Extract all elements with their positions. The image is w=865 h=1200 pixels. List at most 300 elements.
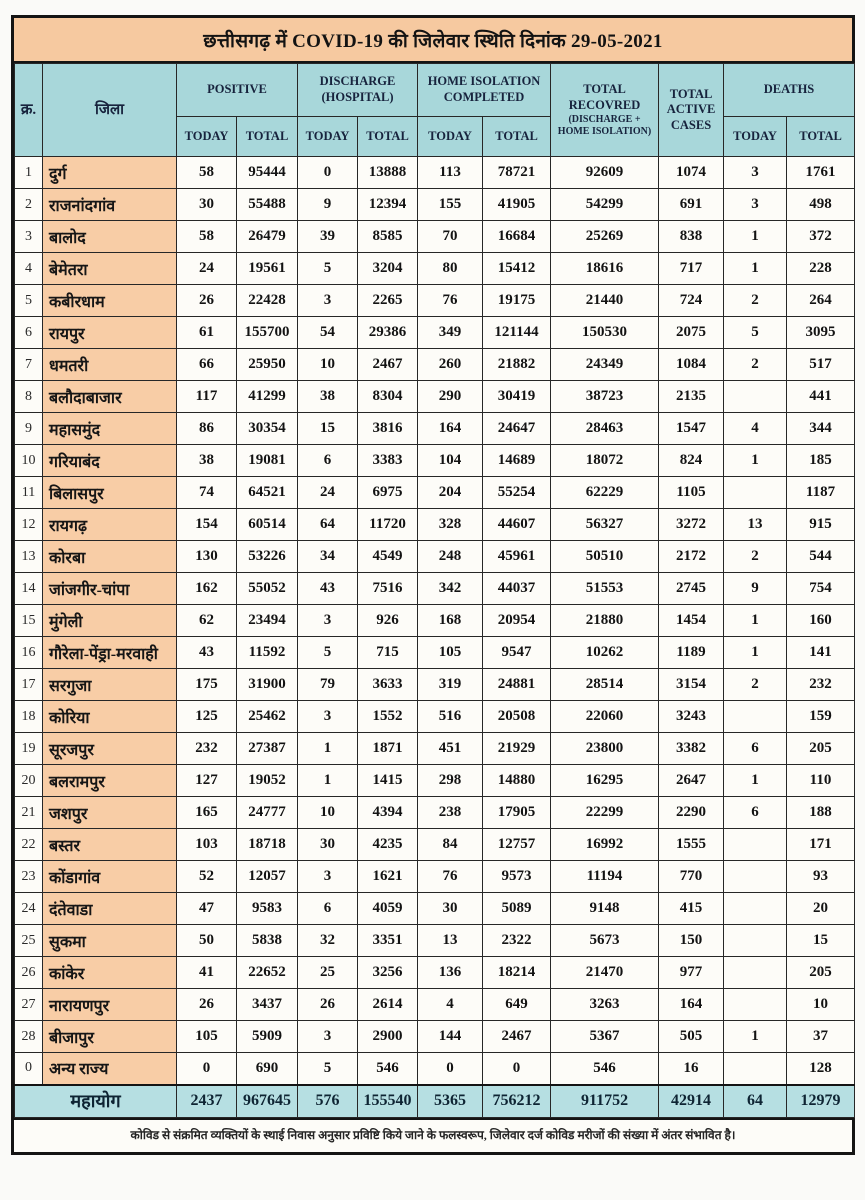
value-cell: 14880 <box>483 765 551 797</box>
value-cell <box>724 925 787 957</box>
value-cell: 16 <box>659 1053 724 1085</box>
district-cell: बस्तर <box>43 829 177 861</box>
value-cell: 6 <box>298 445 358 477</box>
value-cell: 5909 <box>237 1021 298 1053</box>
value-cell: 9 <box>724 573 787 605</box>
district-cell: बालोद <box>43 221 177 253</box>
value-cell: 10 <box>787 989 855 1021</box>
value-cell: 9583 <box>237 893 298 925</box>
value-cell: 160 <box>787 605 855 637</box>
value-cell: 23494 <box>237 605 298 637</box>
value-cell: 38 <box>298 381 358 413</box>
table-row <box>15 669 855 701</box>
total-row-label: महायोग <box>15 1085 177 1118</box>
value-cell: 60514 <box>237 509 298 541</box>
table-row <box>15 157 855 189</box>
col-header-positive: POSITIVE <box>177 64 298 117</box>
value-cell: 62 <box>177 605 237 637</box>
value-cell: 55052 <box>237 573 298 605</box>
value-cell: 9573 <box>483 861 551 893</box>
value-cell: 24777 <box>237 797 298 829</box>
value-cell: 1 <box>724 637 787 669</box>
value-cell: 18072 <box>551 445 659 477</box>
value-cell: 3256 <box>358 957 418 989</box>
value-cell: 162 <box>177 573 237 605</box>
value-cell: 12057 <box>237 861 298 893</box>
value-cell: 130 <box>177 541 237 573</box>
value-cell: 159 <box>787 701 855 733</box>
value-cell: 2 <box>724 541 787 573</box>
value-cell: 4549 <box>358 541 418 573</box>
value-cell: 32 <box>298 925 358 957</box>
total-value-cell: 5365 <box>418 1085 483 1118</box>
value-cell: 1621 <box>358 861 418 893</box>
col-subheader-discharge-total: TOTAL <box>358 117 418 157</box>
value-cell: 76 <box>418 861 483 893</box>
value-cell: 104 <box>418 445 483 477</box>
col-subheader-discharge-today: TODAY <box>298 117 358 157</box>
value-cell: 92609 <box>551 157 659 189</box>
value-cell: 3154 <box>659 669 724 701</box>
value-cell: 26479 <box>237 221 298 253</box>
total-value-cell: 155540 <box>358 1085 418 1118</box>
value-cell: 43 <box>298 573 358 605</box>
serial-cell: 25 <box>15 925 43 957</box>
value-cell: 30354 <box>237 413 298 445</box>
district-cell: राजनांदगांव <box>43 189 177 221</box>
value-cell: 1 <box>724 253 787 285</box>
value-cell: 1547 <box>659 413 724 445</box>
value-cell: 20954 <box>483 605 551 637</box>
value-cell: 1871 <box>358 733 418 765</box>
value-cell: 260 <box>418 349 483 381</box>
value-cell: 20 <box>787 893 855 925</box>
value-cell: 451 <box>418 733 483 765</box>
table-row <box>15 637 855 669</box>
value-cell: 30 <box>418 893 483 925</box>
value-cell: 6975 <box>358 477 418 509</box>
value-cell: 9547 <box>483 637 551 669</box>
value-cell: 248 <box>418 541 483 573</box>
value-cell: 4059 <box>358 893 418 925</box>
serial-cell: 16 <box>15 637 43 669</box>
value-cell: 1 <box>724 765 787 797</box>
value-cell: 127 <box>177 765 237 797</box>
value-cell: 11592 <box>237 637 298 669</box>
serial-cell: 23 <box>15 861 43 893</box>
serial-cell: 18 <box>15 701 43 733</box>
value-cell: 24881 <box>483 669 551 701</box>
value-cell: 21440 <box>551 285 659 317</box>
value-cell: 649 <box>483 989 551 1021</box>
value-cell: 3 <box>298 285 358 317</box>
value-cell: 58 <box>177 157 237 189</box>
value-cell: 76 <box>418 285 483 317</box>
value-cell: 26 <box>177 285 237 317</box>
serial-cell: 17 <box>15 669 43 701</box>
value-cell: 62229 <box>551 477 659 509</box>
value-cell: 105 <box>177 1021 237 1053</box>
value-cell: 5367 <box>551 1021 659 1053</box>
value-cell: 5838 <box>237 925 298 957</box>
value-cell: 1 <box>298 733 358 765</box>
value-cell: 342 <box>418 573 483 605</box>
serial-cell: 15 <box>15 605 43 637</box>
value-cell: 79 <box>298 669 358 701</box>
col-header-total-recovered <box>551 64 659 157</box>
value-cell: 8585 <box>358 221 418 253</box>
serial-cell: 24 <box>15 893 43 925</box>
value-cell: 10 <box>298 349 358 381</box>
value-cell: 5 <box>724 317 787 349</box>
table-row <box>15 733 855 765</box>
value-cell <box>724 1053 787 1085</box>
serial-cell: 10 <box>15 445 43 477</box>
value-cell: 2467 <box>358 349 418 381</box>
district-cell: सूरजपुर <box>43 733 177 765</box>
table-row <box>15 477 855 509</box>
value-cell: 3437 <box>237 989 298 1021</box>
value-cell: 30 <box>177 189 237 221</box>
serial-cell: 22 <box>15 829 43 861</box>
district-cell: सरगुजा <box>43 669 177 701</box>
total-value-cell: 12979 <box>787 1085 855 1118</box>
table-row <box>15 253 855 285</box>
value-cell: 0 <box>177 1053 237 1085</box>
value-cell: 2467 <box>483 1021 551 1053</box>
table-row <box>15 829 855 861</box>
covid-district-table <box>14 63 855 1118</box>
value-cell: 0 <box>483 1053 551 1085</box>
value-cell: 20508 <box>483 701 551 733</box>
serial-cell: 5 <box>15 285 43 317</box>
total-value-cell: 576 <box>298 1085 358 1118</box>
district-cell: रायपुर <box>43 317 177 349</box>
value-cell: 23800 <box>551 733 659 765</box>
value-cell: 546 <box>551 1053 659 1085</box>
value-cell: 70 <box>418 221 483 253</box>
value-cell: 44607 <box>483 509 551 541</box>
value-cell: 47 <box>177 893 237 925</box>
col-header-district: जिला <box>43 64 177 157</box>
value-cell: 24 <box>298 477 358 509</box>
value-cell: 13 <box>418 925 483 957</box>
value-cell: 45961 <box>483 541 551 573</box>
district-cell: महासमुंद <box>43 413 177 445</box>
value-cell: 228 <box>787 253 855 285</box>
value-cell: 1105 <box>659 477 724 509</box>
value-cell: 18616 <box>551 253 659 285</box>
value-cell: 12394 <box>358 189 418 221</box>
col-subheader-deaths-today: TODAY <box>724 117 787 157</box>
value-cell: 3382 <box>659 733 724 765</box>
value-cell <box>724 861 787 893</box>
value-cell: 2 <box>724 349 787 381</box>
value-cell: 205 <box>787 733 855 765</box>
value-cell: 232 <box>177 733 237 765</box>
value-cell: 84 <box>418 829 483 861</box>
value-cell: 117 <box>177 381 237 413</box>
value-cell: 3 <box>724 157 787 189</box>
district-cell: नारायणपुर <box>43 989 177 1021</box>
col-header-deaths: DEATHS <box>724 64 855 117</box>
value-cell: 30419 <box>483 381 551 413</box>
col-subheader-home-total: TOTAL <box>483 117 551 157</box>
district-cell: जशपुर <box>43 797 177 829</box>
value-cell: 51553 <box>551 573 659 605</box>
total-value-cell: 967645 <box>237 1085 298 1118</box>
value-cell: 1415 <box>358 765 418 797</box>
value-cell: 22428 <box>237 285 298 317</box>
value-cell: 691 <box>659 189 724 221</box>
serial-cell: 19 <box>15 733 43 765</box>
value-cell: 50510 <box>551 541 659 573</box>
value-cell: 38 <box>177 445 237 477</box>
value-cell: 64521 <box>237 477 298 509</box>
total-row <box>15 1085 855 1118</box>
table-row <box>15 957 855 989</box>
total-value-cell: 2437 <box>177 1085 237 1118</box>
serial-cell: 21 <box>15 797 43 829</box>
footer-note: कोविड से संक्रमित व्यक्तियों के स्थाई निवास अनुसार प्रविष्टि किये जाने के फलस्वरूप, जिलेवार दर्ज कोविड मरीजों की संख्या में अंतर संभावित है। <box>14 1118 852 1152</box>
district-cell: गरियाबंद <box>43 445 177 477</box>
value-cell: 175 <box>177 669 237 701</box>
value-cell: 6 <box>298 893 358 925</box>
value-cell: 16992 <box>551 829 659 861</box>
district-cell: कबीरधाम <box>43 285 177 317</box>
value-cell: 3 <box>298 701 358 733</box>
value-cell: 926 <box>358 605 418 637</box>
value-cell: 185 <box>787 445 855 477</box>
value-cell: 1 <box>724 221 787 253</box>
value-cell: 754 <box>787 573 855 605</box>
value-cell: 4 <box>418 989 483 1021</box>
value-cell: 31900 <box>237 669 298 701</box>
value-cell: 2 <box>724 669 787 701</box>
serial-cell: 27 <box>15 989 43 1021</box>
table-row <box>15 221 855 253</box>
value-cell <box>724 893 787 925</box>
value-cell: 30 <box>298 829 358 861</box>
value-cell: 37 <box>787 1021 855 1053</box>
value-cell: 505 <box>659 1021 724 1053</box>
value-cell: 168 <box>418 605 483 637</box>
value-cell: 155700 <box>237 317 298 349</box>
serial-cell: 8 <box>15 381 43 413</box>
serial-cell: 9 <box>15 413 43 445</box>
value-cell: 1189 <box>659 637 724 669</box>
value-cell: 34 <box>298 541 358 573</box>
value-cell <box>724 989 787 1021</box>
col-subheader-home-today: TODAY <box>418 117 483 157</box>
value-cell: 21929 <box>483 733 551 765</box>
value-cell: 55254 <box>483 477 551 509</box>
value-cell: 7516 <box>358 573 418 605</box>
value-cell: 21470 <box>551 957 659 989</box>
value-cell: 28463 <box>551 413 659 445</box>
total-value-cell: 64 <box>724 1085 787 1118</box>
district-cell: दुर्ग <box>43 157 177 189</box>
value-cell: 125 <box>177 701 237 733</box>
value-cell: 9 <box>298 189 358 221</box>
col-subheader-positive-today: TODAY <box>177 117 237 157</box>
value-cell: 3095 <box>787 317 855 349</box>
value-cell: 3633 <box>358 669 418 701</box>
value-cell: 105 <box>418 637 483 669</box>
value-cell: 15 <box>787 925 855 957</box>
district-cell: बेमेतरा <box>43 253 177 285</box>
value-cell: 6 <box>724 797 787 829</box>
value-cell: 4394 <box>358 797 418 829</box>
value-cell: 232 <box>787 669 855 701</box>
value-cell: 24647 <box>483 413 551 445</box>
district-cell: कोरिया <box>43 701 177 733</box>
value-cell: 136 <box>418 957 483 989</box>
value-cell: 915 <box>787 509 855 541</box>
value-cell: 715 <box>358 637 418 669</box>
serial-cell: 2 <box>15 189 43 221</box>
value-cell: 2265 <box>358 285 418 317</box>
value-cell: 9148 <box>551 893 659 925</box>
value-cell: 3351 <box>358 925 418 957</box>
value-cell: 22060 <box>551 701 659 733</box>
value-cell: 24349 <box>551 349 659 381</box>
value-cell: 0 <box>298 157 358 189</box>
table-row <box>15 765 855 797</box>
value-cell: 11720 <box>358 509 418 541</box>
table-row <box>15 701 855 733</box>
table-row <box>15 189 855 221</box>
value-cell <box>724 829 787 861</box>
table-header <box>15 64 855 157</box>
value-cell: 1552 <box>358 701 418 733</box>
value-cell: 1 <box>724 605 787 637</box>
value-cell: 10 <box>298 797 358 829</box>
value-cell: 717 <box>659 253 724 285</box>
value-cell: 21880 <box>551 605 659 637</box>
value-cell: 838 <box>659 221 724 253</box>
value-cell <box>724 381 787 413</box>
value-cell: 128 <box>787 1053 855 1085</box>
value-cell: 0 <box>418 1053 483 1085</box>
value-cell: 13888 <box>358 157 418 189</box>
value-cell: 150 <box>659 925 724 957</box>
value-cell: 164 <box>418 413 483 445</box>
value-cell: 3 <box>298 605 358 637</box>
table-row <box>15 1021 855 1053</box>
district-cell: बिलासपुर <box>43 477 177 509</box>
value-cell: 1555 <box>659 829 724 861</box>
value-cell: 78721 <box>483 157 551 189</box>
value-cell: 238 <box>418 797 483 829</box>
value-cell: 25269 <box>551 221 659 253</box>
value-cell: 1074 <box>659 157 724 189</box>
value-cell: 13 <box>724 509 787 541</box>
value-cell: 3 <box>298 1021 358 1053</box>
table-row <box>15 573 855 605</box>
value-cell: 2172 <box>659 541 724 573</box>
value-cell: 150530 <box>551 317 659 349</box>
value-cell: 22299 <box>551 797 659 829</box>
value-cell: 2745 <box>659 573 724 605</box>
value-cell: 154 <box>177 509 237 541</box>
district-cell: बीजापुर <box>43 1021 177 1053</box>
col-header-active-cases: TOTAL ACTIVE CASES <box>659 64 724 157</box>
table-row <box>15 1053 855 1085</box>
serial-cell: 6 <box>15 317 43 349</box>
value-cell: 19561 <box>237 253 298 285</box>
page-title: छत्तीसगढ़ में COVID-19 की जिलेवार स्थिति दिनांक 29-05-2021 <box>14 18 852 63</box>
value-cell <box>724 477 787 509</box>
value-cell <box>724 701 787 733</box>
value-cell: 1187 <box>787 477 855 509</box>
district-cell: धमतरी <box>43 349 177 381</box>
value-cell: 21882 <box>483 349 551 381</box>
table-row <box>15 797 855 829</box>
value-cell: 16295 <box>551 765 659 797</box>
value-cell: 155 <box>418 189 483 221</box>
value-cell: 1 <box>724 1021 787 1053</box>
value-cell: 372 <box>787 221 855 253</box>
table-row <box>15 381 855 413</box>
value-cell: 11194 <box>551 861 659 893</box>
value-cell: 113 <box>418 157 483 189</box>
value-cell: 24 <box>177 253 237 285</box>
value-cell: 2 <box>724 285 787 317</box>
value-cell: 50 <box>177 925 237 957</box>
value-cell: 66 <box>177 349 237 381</box>
value-cell: 95444 <box>237 157 298 189</box>
value-cell: 53226 <box>237 541 298 573</box>
serial-cell: 14 <box>15 573 43 605</box>
value-cell: 14689 <box>483 445 551 477</box>
value-cell: 5089 <box>483 893 551 925</box>
value-cell: 28514 <box>551 669 659 701</box>
value-cell: 3816 <box>358 413 418 445</box>
value-cell: 64 <box>298 509 358 541</box>
value-cell: 3243 <box>659 701 724 733</box>
value-cell: 18214 <box>483 957 551 989</box>
value-cell: 27387 <box>237 733 298 765</box>
value-cell: 19052 <box>237 765 298 797</box>
col-header-serial: क्र. <box>15 64 43 157</box>
value-cell: 61 <box>177 317 237 349</box>
district-cell: बलरामपुर <box>43 765 177 797</box>
value-cell: 824 <box>659 445 724 477</box>
serial-cell: 3 <box>15 221 43 253</box>
value-cell: 2900 <box>358 1021 418 1053</box>
table-row <box>15 445 855 477</box>
table-row <box>15 285 855 317</box>
table-row <box>15 349 855 381</box>
value-cell: 2135 <box>659 381 724 413</box>
value-cell: 144 <box>418 1021 483 1053</box>
value-cell: 1 <box>724 445 787 477</box>
serial-cell: 12 <box>15 509 43 541</box>
district-cell: कोरबा <box>43 541 177 573</box>
value-cell: 80 <box>418 253 483 285</box>
value-cell: 1084 <box>659 349 724 381</box>
district-cell: जांजगीर-चांपा <box>43 573 177 605</box>
value-cell: 3 <box>724 189 787 221</box>
value-cell: 44037 <box>483 573 551 605</box>
value-cell: 25950 <box>237 349 298 381</box>
value-cell: 5673 <box>551 925 659 957</box>
value-cell: 103 <box>177 829 237 861</box>
value-cell: 29386 <box>358 317 418 349</box>
value-cell: 516 <box>418 701 483 733</box>
value-cell: 17905 <box>483 797 551 829</box>
